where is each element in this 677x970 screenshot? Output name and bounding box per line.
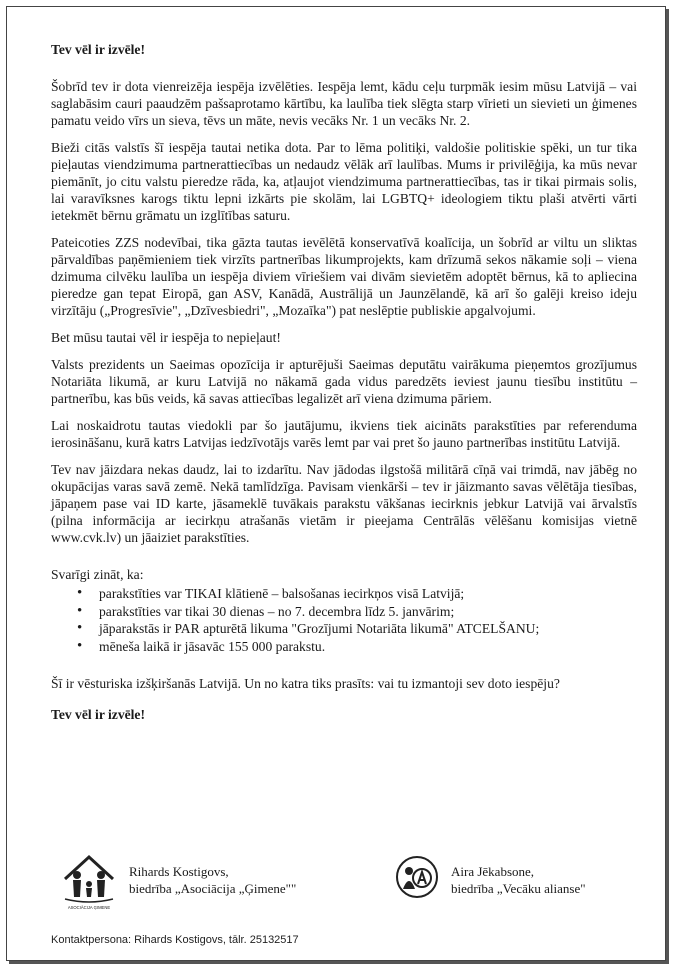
signer-name: Rihards Kostigovs,	[129, 864, 229, 879]
signer-organization: biedrība „Asociācija „Ģimene""	[129, 881, 297, 896]
letter-heading: Tev vēl ir izvēle!	[51, 42, 145, 57]
letter-body	[51, 41, 637, 733]
signatures	[59, 849, 659, 919]
signature-text	[451, 849, 586, 897]
parents-alliance-logo-icon	[395, 855, 439, 899]
paragraph-intro: Šobrīd tev ir dota vienreizēja iespēja izvēlēties. Iespēja lemt, kādu ceļu turpmāk iesim mūsu Latvijā – vai saglabāsim cauri paaudzēm pašsaprotamo kārtību, ka laulība tiek slēgta starp vīrieti un sievieti un ģimenes pamatu veido vīrs un sieva, tēvs un māte, nevis vecāks Nr. 1 un vecāks Nr. 2.	[51, 79, 637, 128]
important-list	[51, 585, 637, 655]
paragraph-how-to: Tev nav jāizdara nekas daudz, lai to izdarītu. Nav jādodas ilgstošā militārā cīņā vai trimdā, nav jābēg no okupācijas varas savā zemē. Nekā tamlīdzīga. Pavisam vienkārši – tev ir jāizmanto savas vēlētāja tiesības, jāpaņem pase vai ID karte, jāsameklē tuvākais parakstu vākšanas iecirknis jebkur Latvijā vai ārvalstīs (pilna informācija ar iecirkņu atrašanās vietām ir pieejama Centrālās vēlēšanu komisijas vietnē www.cvk.lv) un jāaiziet parakstīties.	[51, 462, 637, 545]
paragraph-referendum: Lai noskaidrotu tautas viedokli par šo jautājumu, ikviens tiek aicināts parakstīties par referenduma ierosināšanu, kurā katrs Latvijas iedzīvotājs varēs lemt par vai pret šo jauno partnerības institūtu Latvijā.	[51, 418, 637, 450]
family-logo-text: ASOCIĀCIJA ĢIMENE	[67, 905, 111, 910]
closing-line: Tev vēl ir izvēle!	[51, 707, 145, 722]
list-item: • parakstīties var TIKAI klātienē – balsošanas iecirkņos visā Latvijā;	[83, 585, 637, 603]
list-item: • jāparakstās ir PAR apturētā likuma "Grozījumi Notariāta likumā" ATCELŠANU;	[83, 620, 637, 638]
signature-jekabsone	[395, 849, 586, 899]
list-item: • parakstīties var tikai 30 dienas – no 7. decembra līdz 5. janvārim;	[83, 603, 637, 621]
signer-organization: biedrība „Vecāku alianse"	[451, 881, 586, 896]
document-page	[6, 6, 666, 961]
paragraph-coalition: Pateicoties ZZS nodevībai, tika gāzta tautas ievēlētā konservatīvā koalīcija, un šobrīd ar viltu un sliktas pārvaldības paņēmieniem tiek virzīts partnerības likumprojekts, kam drīzumā sekos nākamie soļi – viena dzimuma cilvēku laulība un iespēja diviem vīriešiem vai divām sievietēm adoptēt bērnus, kā to apliecina pieredze gan tepat Eiropā, gan ASV, Kanādā, Austrālijā un Jaunzēlandē, kā arī šo galēji kreiso ideju virzītāju („Progresīvie", „Dzīvesbiedri", „Mozaīka") pat neslēptie publiskie apgalvojumi.	[51, 235, 637, 318]
signature-kostigovs	[59, 849, 296, 913]
paragraph-call: Bet mūsu tautai vēl ir iespēja to nepieļaut!	[51, 330, 281, 345]
paragraph-other-countries: Bieži citās valstīs šī iespēja tautai netika dota. Par to lēma politiķi, valdošie politiskie spēki, un tur tika pieļautas viendzimuma partnerattiecības un nedaudz vēlāk arī laulības. Mums ir privilēģija, ka mūs nevar piemānīt, jo citu valstu pieredze rāda, ka, atļaujot viendzimuma partnerattiecības, tas ir tikai pirmais solis, lai varavīksnes karogs tiktu lepni izkārts pie skolām, lai LGBTQ+ ideologiem tiktu plaši atvērti vārti ietekmēt bērnu grāmatu un izglītības saturu.	[51, 140, 637, 223]
paragraph-important: Svarīgi zināt, ka:	[51, 567, 144, 582]
signature-text	[129, 849, 296, 897]
paragraph-final: Šī ir vēsturiska izšķiršanās Latvijā. Un no katra tiks prasīts: vai tu izmantoji sev doto iespēju?	[51, 676, 560, 691]
paragraph-president: Valsts prezidents un Saeimas opozīcija ir apturējuši Saeimas deputātu vairākuma pieņemtos grozījumus Notariāta likumā, ar kuru Latvijā no nākamā gada vidus paredzēts ieviest jaunu tiesību institūtu – partnerību, kas būs veids, kā savas attiecības legalizēt arī viena dzimuma pāriem.	[51, 357, 637, 406]
list-item: • mēneša laikā ir jāsavāc 155 000 parakstu.	[83, 638, 637, 656]
signer-name: Aira Jēkabsone,	[451, 864, 535, 879]
contact-person: Kontaktpersona: Rihards Kostigovs, tālr. 25132517	[51, 934, 299, 946]
family-association-logo-icon	[59, 849, 119, 913]
